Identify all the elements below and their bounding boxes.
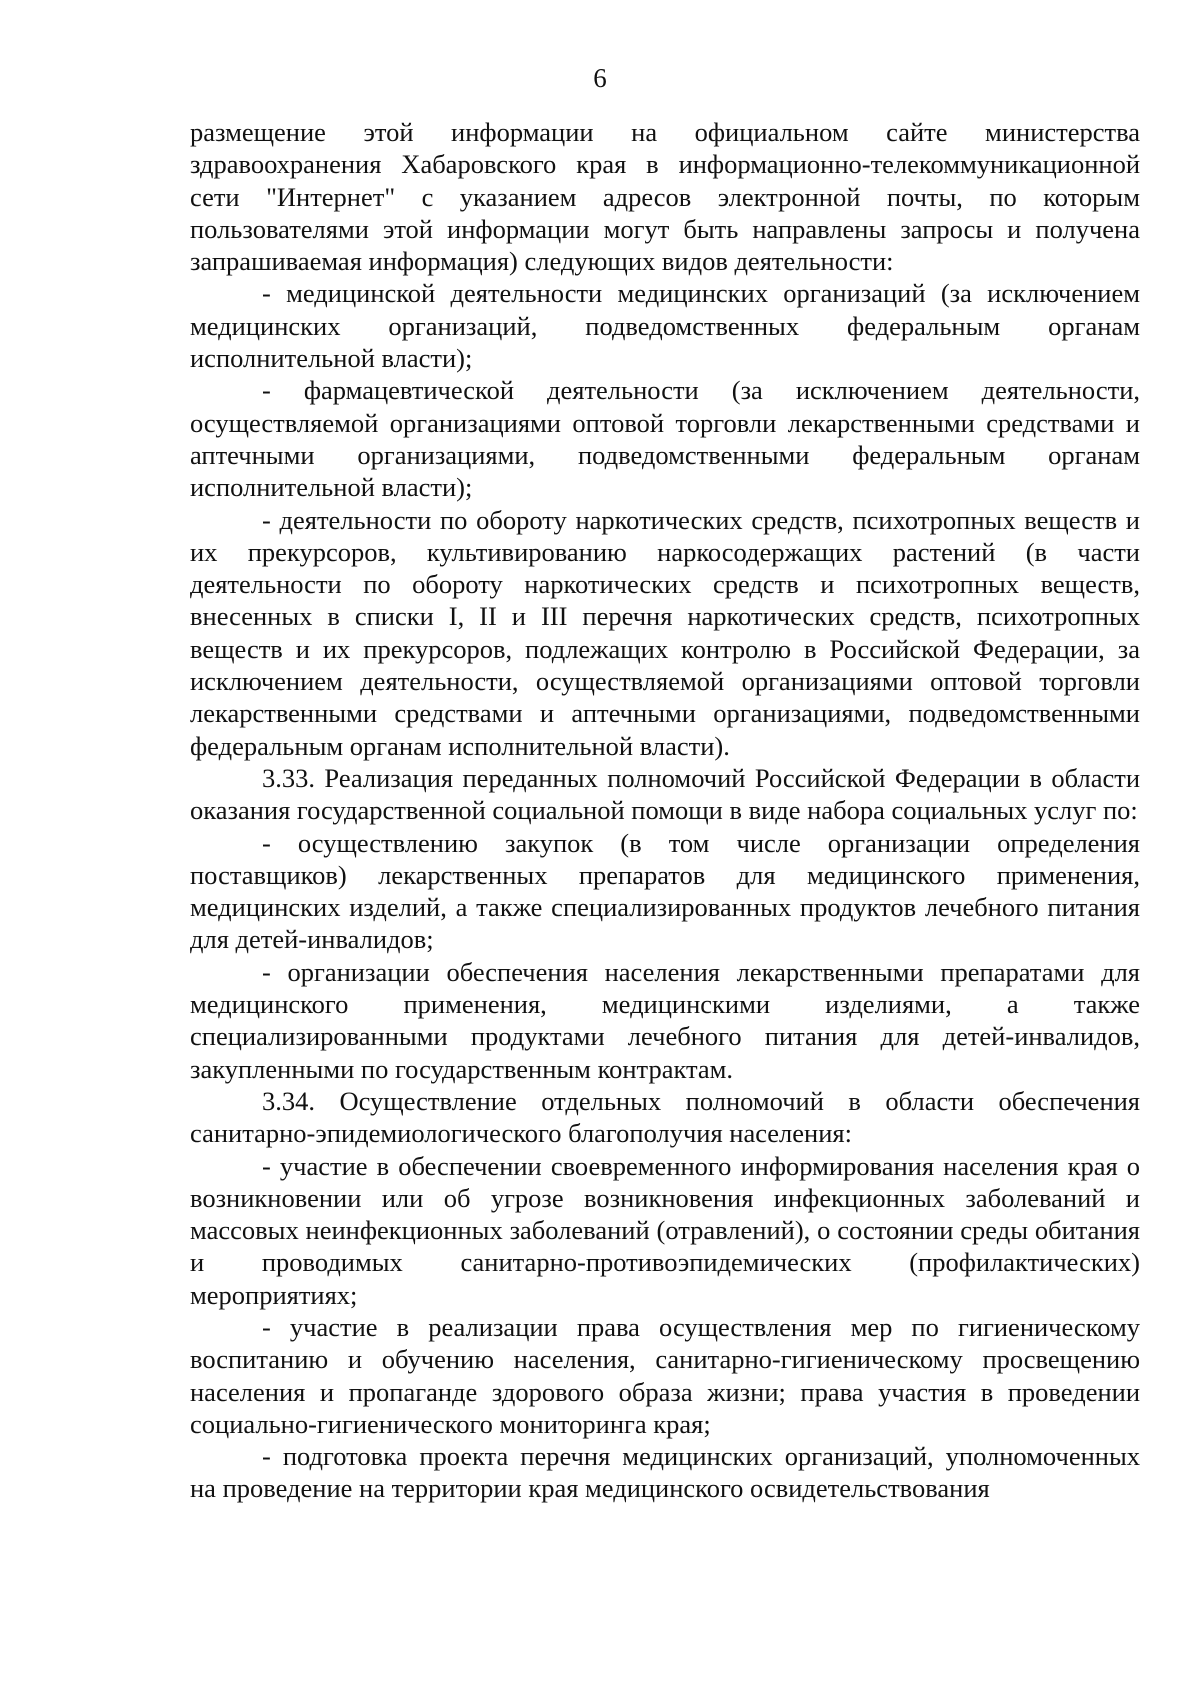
paragraph-continuation: размещение этой информации на официальном сайте министерства здравоохранения Хабаровского края в информационно-телекоммуникационной сети "Интернет" с указанием адресов электронной почты, по которым пользователями этой информации могут быть направлены запросы и получена запрашиваемая информация) следующих видов деятельности: (190, 117, 1140, 277)
list-item-medical-organizations-list: - подготовка проекта перечня медицинских организаций, уполномоченных на проведение на территории края медицинского освидетельствования (190, 1441, 1140, 1504)
list-item-pharmaceutical-activity: - фармацевтической деятельности (за исключением деятельности, осуществляемой организациями оптовой торговли лекарственными средствами и аптечными организациями, подведомственными федеральным органам исполнительной власти); (190, 375, 1140, 503)
document-body (190, 116, 1140, 1505)
list-item-supply-organization: - организации обеспечения населения лекарственными препаратами для медицинского применения, медицинскими изделиями, а также специализированными продуктами лечебного питания для детей-инвалидов, закупленными по государственным контрактам. (190, 956, 1140, 1084)
list-item-procurement: - осуществлению закупок (в том числе организации определения поставщиков) лекарственных препаратов для медицинского применения, медицинских изделий, а также специализированных продуктов лечебного питания для детей-инвалидов; (190, 827, 1140, 955)
list-item-hygienic-education: - участие в реализации права осуществления мер по гигиеническому воспитанию и обучению населения, санитарно-гигиеническому просвещению населения и пропаганде здорового образа жизни; права участия в проведении социально-гигиенического мониторинга края; (190, 1311, 1140, 1439)
section-3-34: 3.34. Осуществление отдельных полномочий в области обеспечения санитарно-эпидемиологического благополучия населения: (190, 1085, 1140, 1149)
page-number: 6 (593, 63, 607, 93)
section-3-33: 3.33. Реализация переданных полномочий Российской Федерации в области оказания государственной социальной помощи в виде набора социальных услуг по: (190, 762, 1140, 826)
list-item-informing-population: - участие в обеспечении своевременного информирования населения края о возникновении или об угрозе возникновения инфекционных заболеваний и массовых неинфекционных заболеваний (отравлений), о состоянии среды обитания и проводимых санитарно-противоэпидемических (профилактических) мероприятиях; (190, 1150, 1140, 1310)
list-item-narcotics-activity: - деятельности по обороту наркотических средств, психотропных веществ и их прекурсоров, культивированию наркосодержащих растений (в части деятельности по обороту наркотических средств и психотропных веществ, внесенных в списки I, II и III перечня наркотических средств, психотропных веществ и их прекурсоров, подлежащих контролю в Российской Федерации, за исключением деятельности, осуществляемой организациями оптовой торговли лекарственными средствами и аптечными организациями, подведомственными федеральным органам исполнительной власти). (190, 504, 1140, 761)
list-item-medical-activity: - медицинской деятельности медицинских организаций (за исключением медицинских организаций, подведомственных федеральным органам исполнительной власти); (190, 278, 1140, 374)
